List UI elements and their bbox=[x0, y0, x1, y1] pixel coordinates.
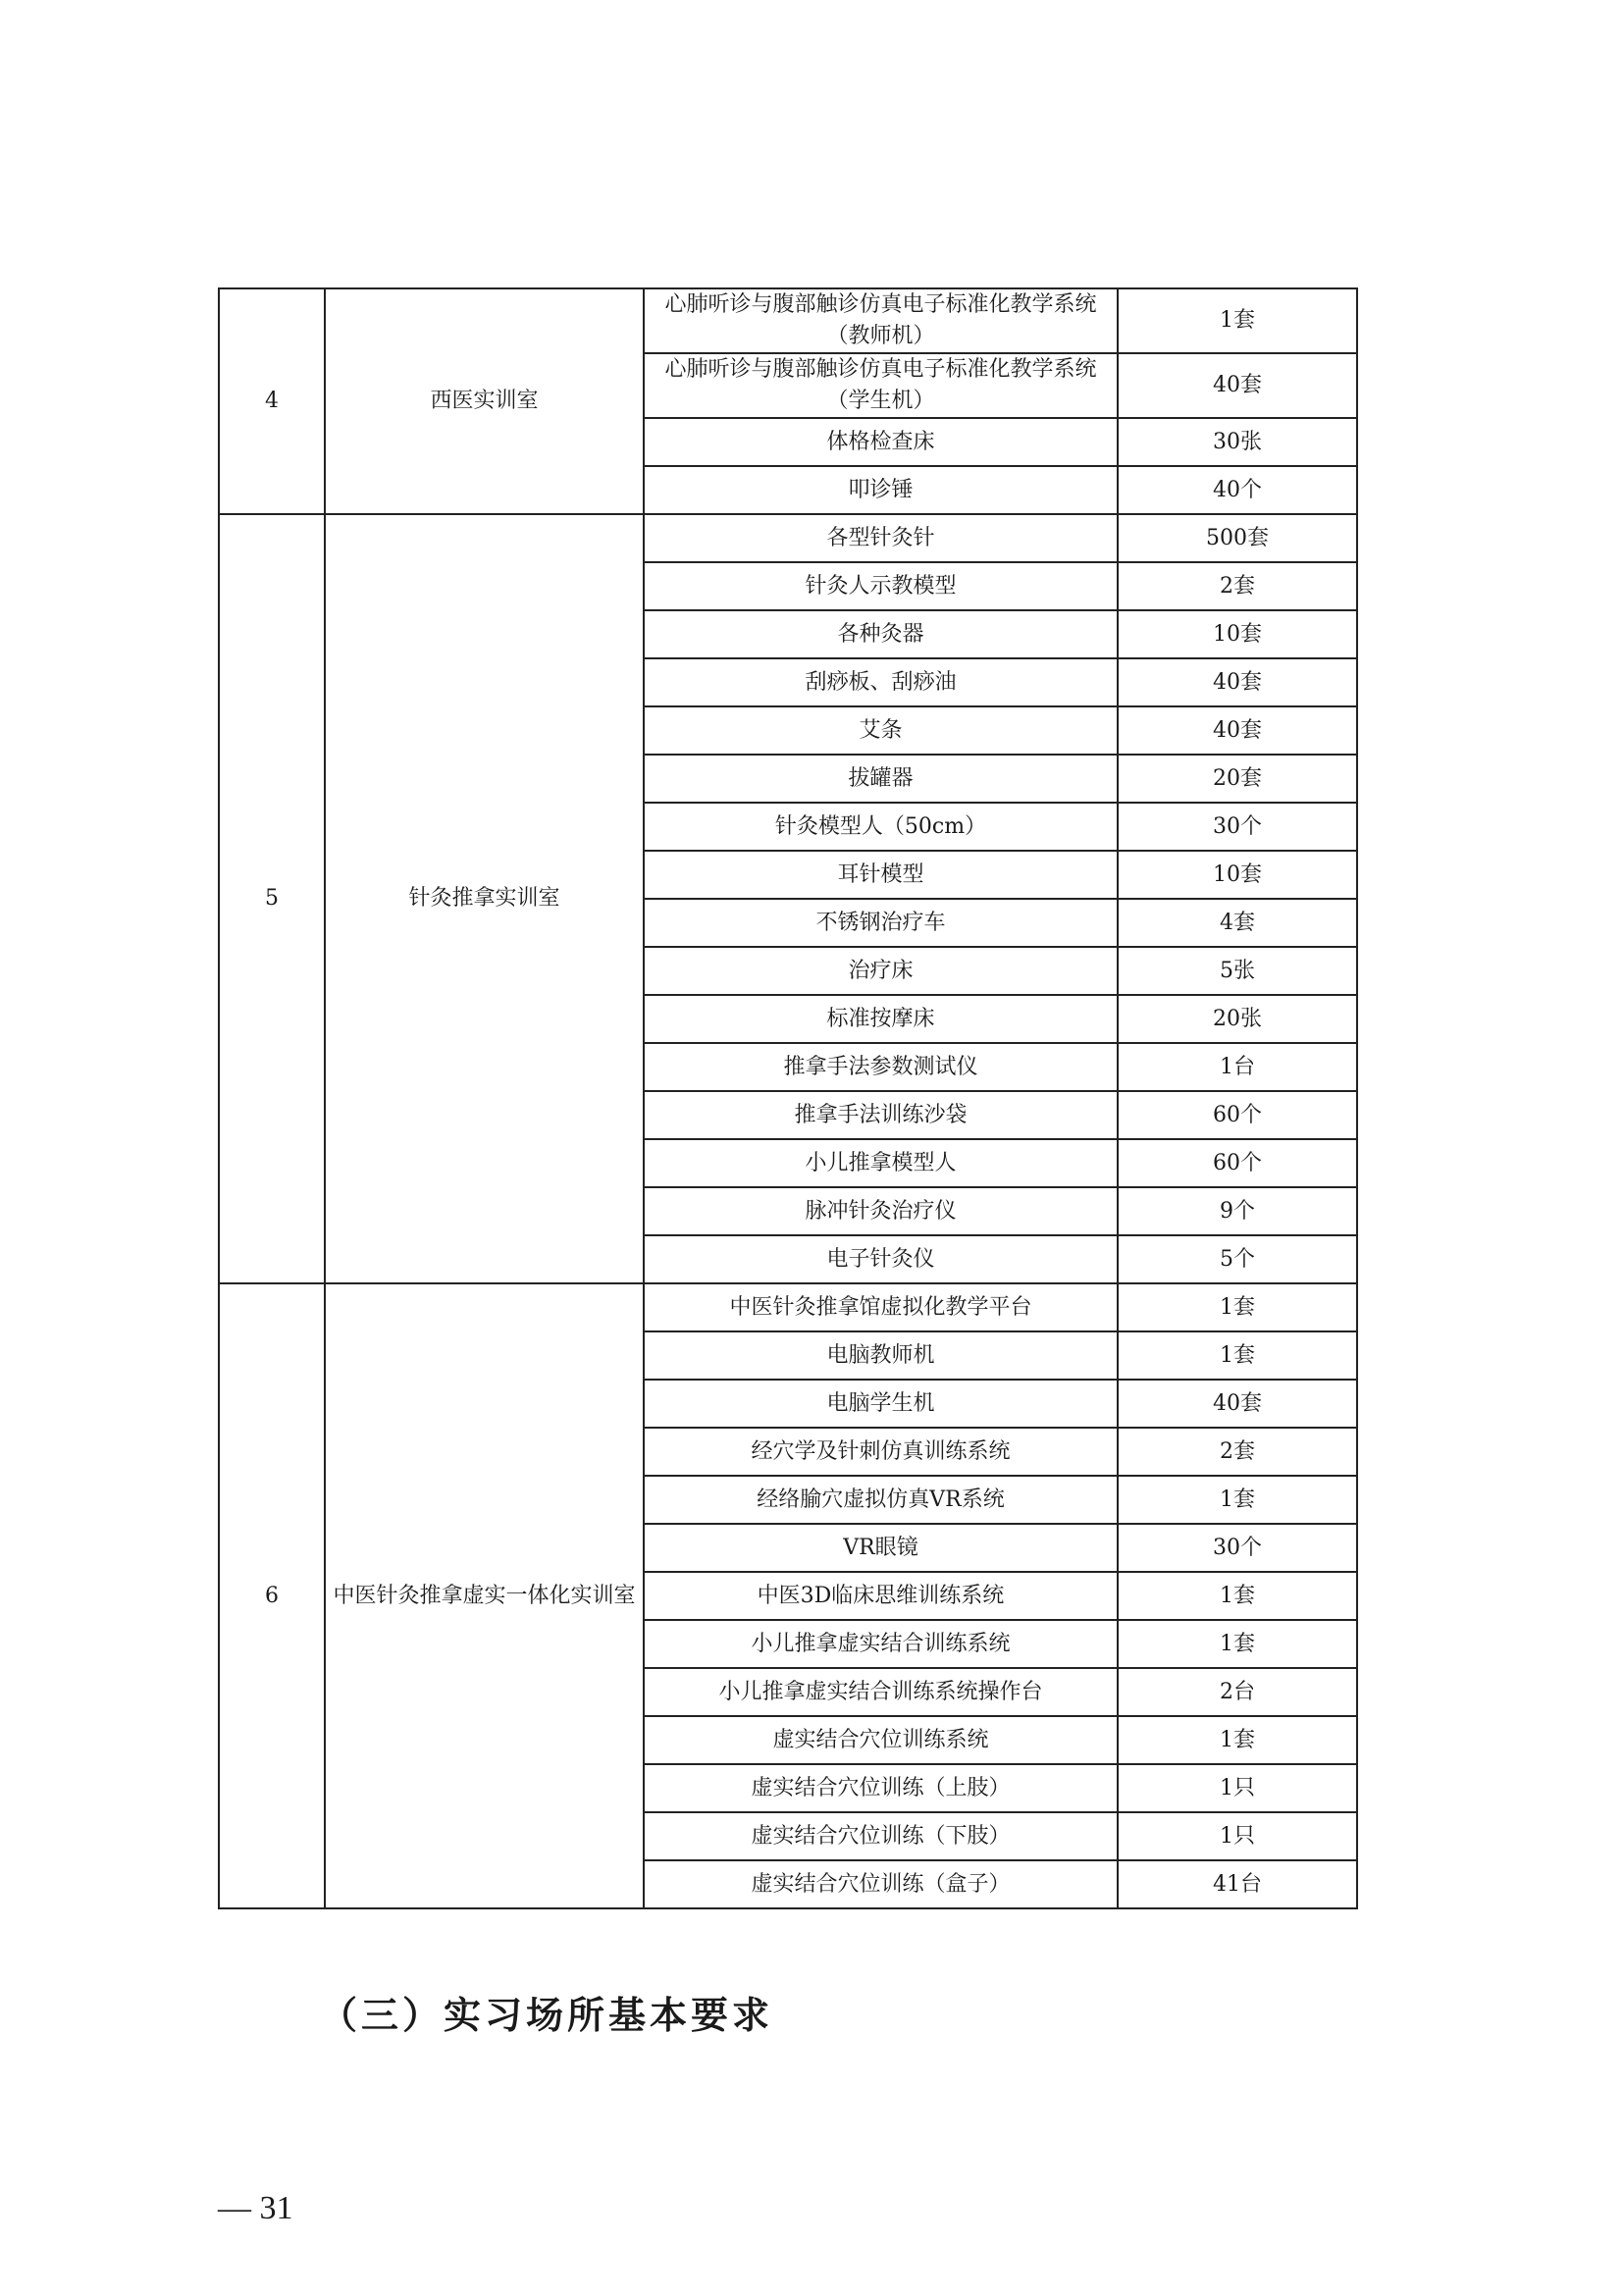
equipment-quantity: 10套 bbox=[1118, 851, 1357, 899]
equipment-quantity: 20套 bbox=[1118, 755, 1357, 803]
room-name: 西医实训室 bbox=[325, 288, 644, 514]
equipment-name: 心肺听诊与腹部触诊仿真电子标准化教学系统（学生机） bbox=[644, 353, 1118, 418]
equipment-quantity: 41台 bbox=[1118, 1860, 1357, 1908]
equipment-quantity: 40套 bbox=[1118, 658, 1357, 706]
equipment-quantity: 4套 bbox=[1118, 899, 1357, 947]
equipment-name: 推拿手法训练沙袋 bbox=[644, 1091, 1118, 1139]
equipment-quantity: 1套 bbox=[1118, 1476, 1357, 1524]
equipment-name: 小儿推拿虚实结合训练系统操作台 bbox=[644, 1668, 1118, 1716]
equipment-quantity: 1只 bbox=[1118, 1764, 1357, 1812]
equipment-quantity: 30张 bbox=[1118, 418, 1357, 466]
equipment-quantity: 500套 bbox=[1118, 514, 1357, 562]
equipment-name: 脉冲针灸治疗仪 bbox=[644, 1187, 1118, 1235]
room-name: 中医针灸推拿虚实一体化实训室 bbox=[325, 1283, 644, 1908]
page-number: — 31 bbox=[218, 2190, 293, 2226]
equipment-name: 耳针模型 bbox=[644, 851, 1118, 899]
equipment-name: 心肺听诊与腹部触诊仿真电子标准化教学系统（教师机） bbox=[644, 288, 1118, 353]
equipment-name: 小儿推拿虚实结合训练系统 bbox=[644, 1620, 1118, 1668]
equipment-quantity: 40个 bbox=[1118, 466, 1357, 514]
equipment-name: 各种灸器 bbox=[644, 610, 1118, 658]
row-number: 6 bbox=[219, 1283, 325, 1908]
equipment-name: 推拿手法参数测试仪 bbox=[644, 1043, 1118, 1091]
equipment-quantity: 10套 bbox=[1118, 610, 1357, 658]
equipment-name: 标准按摩床 bbox=[644, 995, 1118, 1043]
equipment-name: 虚实结合穴位训练（下肢） bbox=[644, 1812, 1118, 1860]
row-number: 4 bbox=[219, 288, 325, 514]
equipment-quantity: 40套 bbox=[1118, 706, 1357, 755]
equipment-table bbox=[218, 287, 1358, 1909]
equipment-quantity: 60个 bbox=[1118, 1091, 1357, 1139]
equipment-quantity: 40套 bbox=[1118, 353, 1357, 418]
equipment-quantity: 60个 bbox=[1118, 1139, 1357, 1187]
section-heading: （三）实习场所基本要求 bbox=[320, 1993, 774, 2037]
equipment-name: 电子针灸仪 bbox=[644, 1235, 1118, 1283]
equipment-name: VR眼镜 bbox=[644, 1524, 1118, 1572]
equipment-name: 小儿推拿模型人 bbox=[644, 1139, 1118, 1187]
equipment-quantity: 40套 bbox=[1118, 1380, 1357, 1428]
equipment-quantity: 2套 bbox=[1118, 1428, 1357, 1476]
equipment-quantity: 1套 bbox=[1118, 1620, 1357, 1668]
equipment-name: 经络腧穴虚拟仿真VR系统 bbox=[644, 1476, 1118, 1524]
equipment-name: 刮痧板、刮痧油 bbox=[644, 658, 1118, 706]
equipment-quantity: 30个 bbox=[1118, 1524, 1357, 1572]
equipment-name: 叩诊锤 bbox=[644, 466, 1118, 514]
equipment-name: 治疗床 bbox=[644, 947, 1118, 995]
equipment-quantity: 30个 bbox=[1118, 803, 1357, 851]
table-row bbox=[219, 1283, 1357, 1331]
equipment-name: 经穴学及针刺仿真训练系统 bbox=[644, 1428, 1118, 1476]
equipment-quantity: 1套 bbox=[1118, 1283, 1357, 1331]
equipment-name: 电脑教师机 bbox=[644, 1331, 1118, 1380]
equipment-name: 中医针灸推拿馆虚拟化教学平台 bbox=[644, 1283, 1118, 1331]
equipment-quantity: 1套 bbox=[1118, 1331, 1357, 1380]
equipment-name: 艾条 bbox=[644, 706, 1118, 755]
equipment-name: 中医3D临床思维训练系统 bbox=[644, 1572, 1118, 1620]
row-number: 5 bbox=[219, 514, 325, 1283]
equipment-name: 不锈钢治疗车 bbox=[644, 899, 1118, 947]
equipment-table-body bbox=[219, 288, 1357, 1908]
equipment-name: 虚实结合穴位训练系统 bbox=[644, 1716, 1118, 1764]
equipment-name: 电脑学生机 bbox=[644, 1380, 1118, 1428]
equipment-name: 各型针灸针 bbox=[644, 514, 1118, 562]
equipment-quantity: 20张 bbox=[1118, 995, 1357, 1043]
equipment-quantity: 5张 bbox=[1118, 947, 1357, 995]
equipment-name: 针灸模型人（50cm） bbox=[644, 803, 1118, 851]
table-row bbox=[219, 514, 1357, 562]
equipment-name: 虚实结合穴位训练（盒子） bbox=[644, 1860, 1118, 1908]
equipment-quantity: 9个 bbox=[1118, 1187, 1357, 1235]
equipment-name: 拔罐器 bbox=[644, 755, 1118, 803]
equipment-name: 虚实结合穴位训练（上肢） bbox=[644, 1764, 1118, 1812]
equipment-name: 针灸人示教模型 bbox=[644, 562, 1118, 610]
equipment-quantity: 1只 bbox=[1118, 1812, 1357, 1860]
equipment-name: 体格检查床 bbox=[644, 418, 1118, 466]
equipment-quantity: 2台 bbox=[1118, 1668, 1357, 1716]
equipment-quantity: 1套 bbox=[1118, 1716, 1357, 1764]
table-row bbox=[219, 288, 1357, 353]
equipment-quantity: 1台 bbox=[1118, 1043, 1357, 1091]
room-name: 针灸推拿实训室 bbox=[325, 514, 644, 1283]
equipment-quantity: 1套 bbox=[1118, 288, 1357, 353]
equipment-quantity: 1套 bbox=[1118, 1572, 1357, 1620]
equipment-quantity: 5个 bbox=[1118, 1235, 1357, 1283]
equipment-quantity: 2套 bbox=[1118, 562, 1357, 610]
